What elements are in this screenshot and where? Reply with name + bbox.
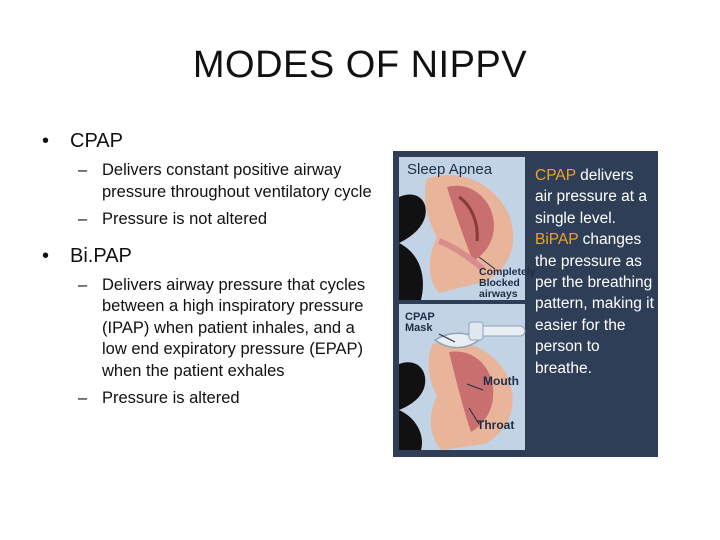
dash-marker: – [78, 210, 88, 228]
cpap-mask-panel [399, 304, 525, 450]
caption-cpap-highlight: CPAP [535, 167, 576, 184]
throat-label: Throat [477, 418, 515, 432]
cpap-bipap-illustration [393, 151, 658, 457]
sub-bullet-text: Delivers constant positive airway pressure throughout ventilatory cycle [102, 161, 372, 201]
caption-part-1: delivers air pressure at a single level. [535, 167, 647, 227]
bullet-marker: • [42, 130, 50, 152]
blocked-airways-label: Completely Blocked airways [479, 266, 536, 300]
cpap-mask-label: CPAP Mask [405, 311, 435, 334]
mouth-label: Mouth [483, 374, 519, 388]
sub-bullet-text: Pressure is not altered [102, 210, 268, 228]
sub-bullet [42, 209, 382, 231]
bullet-marker: • [42, 244, 50, 267]
sub-bullet-text: Delivers airway pressure that cycles between a high inspiratory pressure (IPAP) when patient inhales, and a low end expiratory pressure (EPAP) when the patient exhales [102, 275, 366, 380]
bullet-label: Bi.PAP [70, 244, 132, 267]
sub-bullet [42, 160, 382, 203]
dash-marker: – [78, 161, 88, 179]
figure-caption [535, 165, 655, 379]
dash-marker: – [78, 275, 88, 294]
dash-marker: – [78, 389, 88, 407]
bullet-list [42, 128, 382, 410]
sleep-apnea-panel [399, 157, 536, 300]
bullet-bipap [42, 243, 382, 269]
sub-bullet [42, 388, 382, 410]
slide-title: MODES OF NIPPV [192, 44, 528, 86]
bullet-label: CPAP [70, 130, 123, 152]
sub-bullet [42, 275, 382, 383]
caption-part-2: changes the pressure as per the breathing pattern, making it easier for the person to breathe. [535, 231, 654, 377]
sub-bullet-text: Pressure is altered [102, 389, 240, 407]
bullet-cpap [42, 128, 382, 154]
sleep-apnea-title: Sleep Apnea [407, 161, 493, 178]
caption-bipap-highlight: BiPAP [535, 231, 579, 249]
